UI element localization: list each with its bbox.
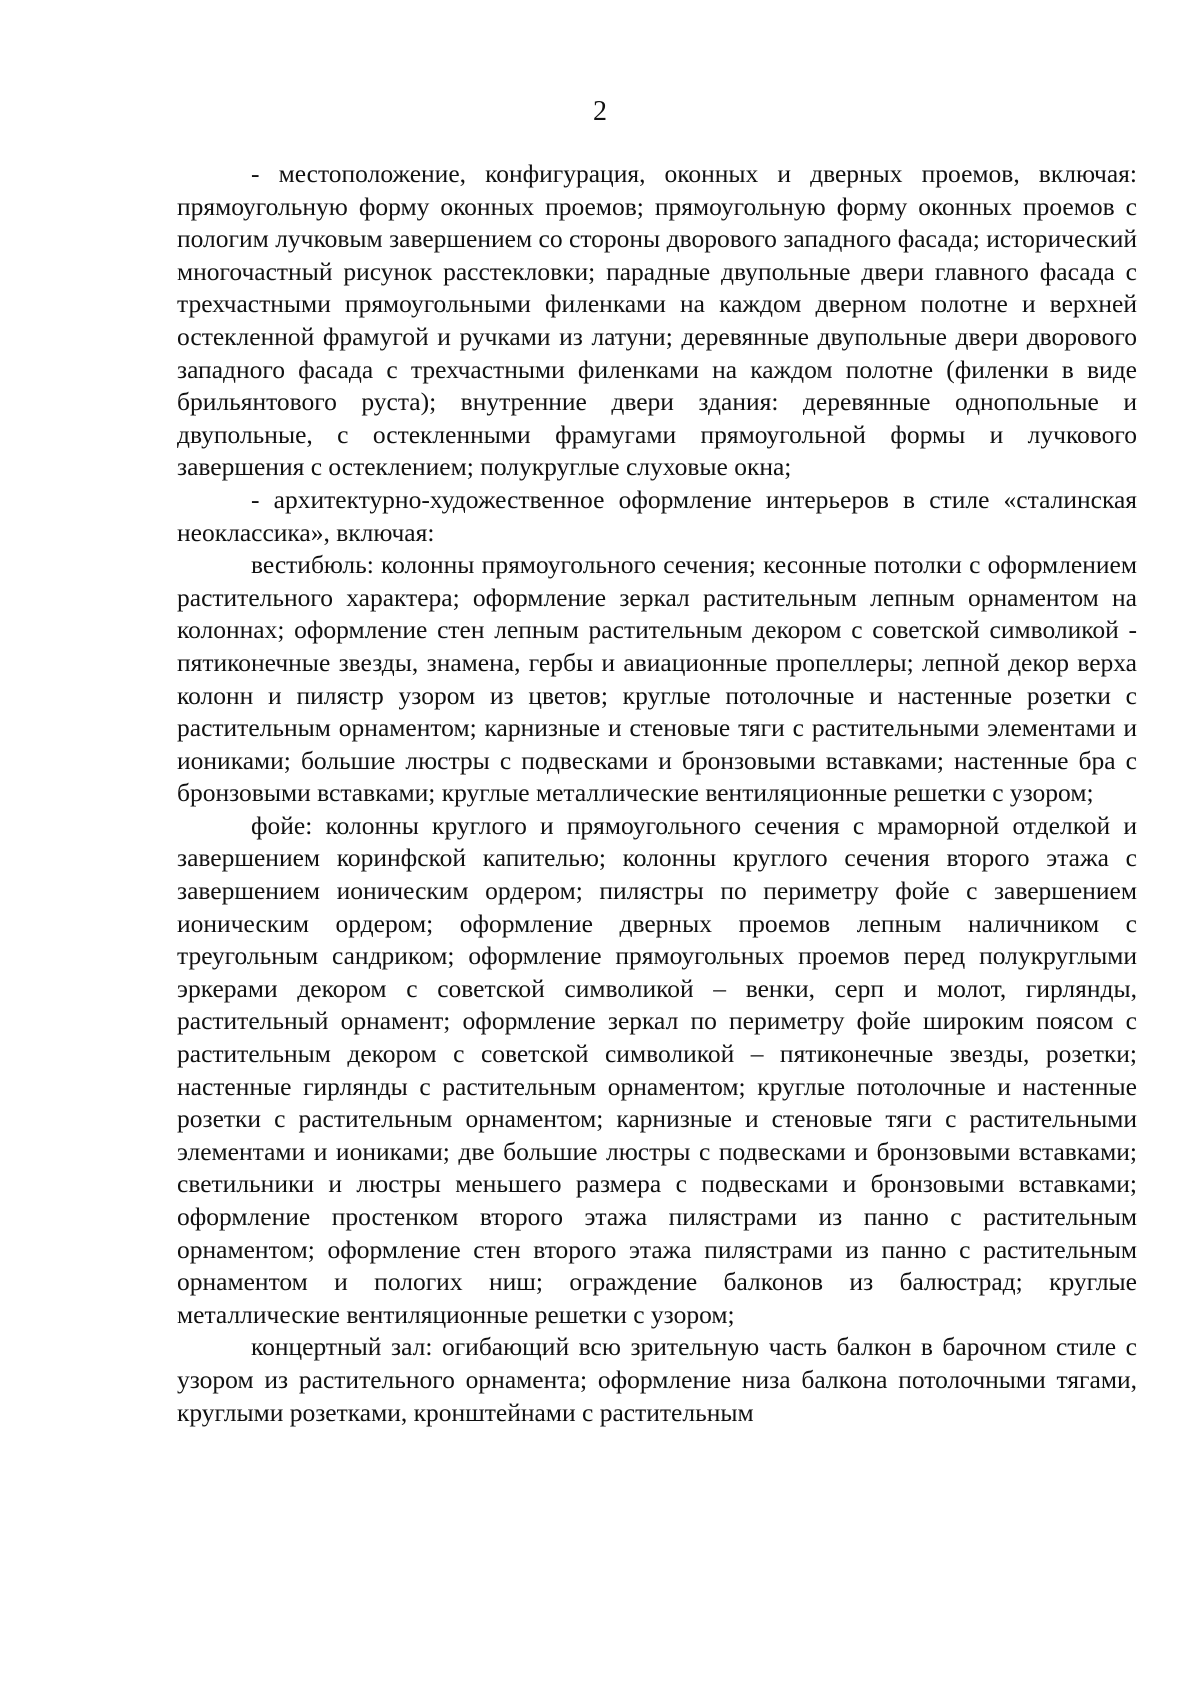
paragraph-openings: - местоположение, конфигурация, оконных и дверных проемов, включая: прямоугольную форму оконных проемов; прямоугольную форму оконных проемов с пологим лучковым завершением со стороны дворового западного фасада; исторический многочастный рисунок расстекловки; парадные двупольные двери главного фасада с трехчастными прямоугольными филенками на каждом дверном полотне и верхней остекленной фрамугой и ручками из латуни; деревянные двупольные двери дворового западного фасада с трехчастными филенками на каждом полотне (филенки в виде брильянтового руста); внутренние двери здания: деревянные однопольные и двупольные, с остекленными фрамугами прямоугольной формы и лучкового завершения с остеклением; полукруглые слуховые окна;: [177, 159, 1137, 482]
paragraph-concert-hall: концертный зал: огибающий всю зрительную часть балкон в барочном стиле с узором из растительного орнамента; оформление низа балкона потолочными тягами, круглыми розетками, кронштейнами с растительным: [177, 1332, 1137, 1427]
document-body: [177, 158, 1137, 1429]
paragraph-vestibule: вестибюль: колонны прямоугольного сечения; кесонные потолки с оформлением растительного характера; оформление зеркал растительным лепным орнаментом на колоннах; оформление стен лепным растительным декором с советской символикой - пятиконечные звезды, знамена, гербы и авиационные пропеллеры; лепной декор верха колонн и пилястр узором из цветов; круглые потолочные и настенные розетки с растительным орнаментом; карнизные и стеновые тяги с растительными элементами и иониками; большие люстры с подвесками и бронзовыми вставками; настенные бра с бронзовыми вставками; круглые металлические вентиляционные решетки с узором;: [177, 550, 1137, 808]
page-number: 2: [593, 96, 607, 127]
paragraph-foyer: фойе: колонны круглого и прямоугольного сечения с мраморной отделкой и завершением коринфской капителью; колонны круглого сечения второго этажа с завершением ионическим ордером; пилястры по периметру фойе с завершением ионическим ордером; оформление дверных проемов лепным наличником с треугольным сандриком; оформление прямоугольных проемов перед полукруглыми эркерами декором с советской символикой – венки, серп и молот, гирлянды, растительный орнамент; оформление зеркал по периметру фойе широким поясом с растительным декором с советской символикой – пятиконечные звезды, розетки; настенные гирлянды с растительным орнаментом; круглые потолочные и настенные розетки с растительным орнаментом; карнизные и стеновые тяги с растительными элементами и иониками; две большие люстры с подвесками и бронзовыми вставками; светильники и люстры меньшего размера с подвесками и бронзовыми вставками; оформление простенком второго этажа пилястрами из панно с растительным орнаментом; оформление стен второго этажа пилястрами из панно с растительным орнаментом и пологих ниш; ограждение балконов из балюстрад; круглые металлические вентиляционные решетки с узором;: [177, 810, 1137, 1329]
paragraph-interiors-intro: - архитектурно-художественное оформление интерьеров в стиле «сталинская неоклассика», включая:: [177, 484, 1137, 547]
